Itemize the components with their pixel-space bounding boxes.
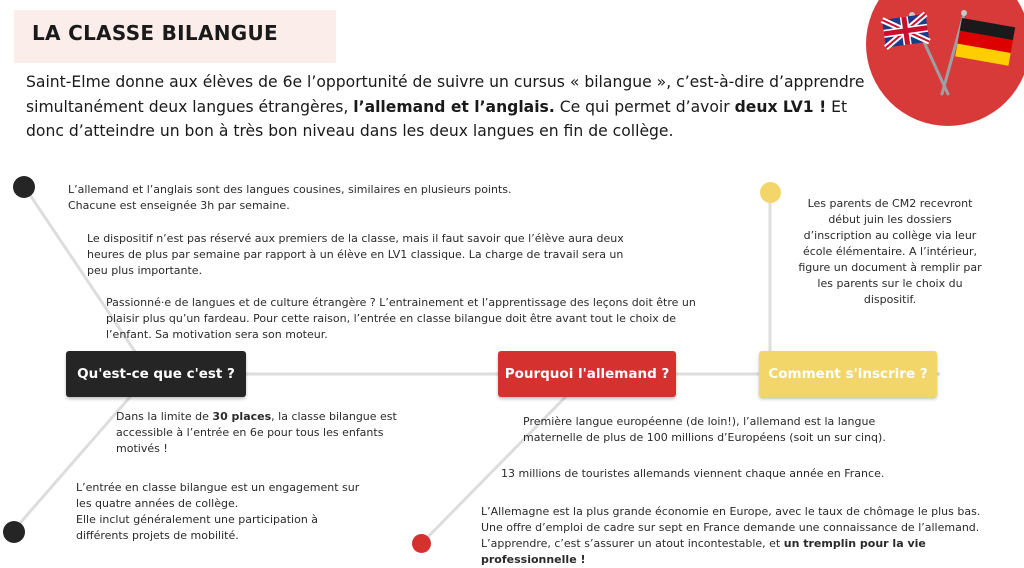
intro-text: Saint-Elme donne aux élèves de 6e l’opportunité de suivre un cursus « bilangue », c’est-à-dire d’apprendre simultanément deux langues étrangères, <box>26 73 865 116</box>
why-paragraph-3: L’Allemagne est la plus grande économie en Europe, avec le taux de chômage le plus bas. Une offre d’emploi de cadre sur sept en France demande une connaissance de l’allemand. L’apprendre, c’est s’assurer un atout incontestable, et un tremplin pour la vie professionnelle ! <box>481 505 981 566</box>
thirty-places-bold: 30 places <box>212 410 272 423</box>
why-paragraph-1: Première langue européenne (de loin!), l’allemand est la langue maternelle de plus de 100 millions d’Européens (soit un sur cinq). <box>523 415 886 444</box>
intro-bold-lv1: deux LV1 ! <box>734 97 827 116</box>
springboard-bold: un tremplin pour la vie professionnelle ! <box>481 537 926 566</box>
what-paragraph-3: Passionné·e de langues et de culture étrangère ? L’entrainement et l’apprentissage des leçons doit être un plaisir plus qu’un fardeau. Pour cette raison, l’entrée en classe bilangue doit être avant tout le choix de l’enfant. Sa motivation sera son moteur. <box>106 296 696 341</box>
intro-text: Ce qui permet d’avoir <box>554 97 735 116</box>
tag-how-to-register: Comment s'inscrire ? <box>759 351 937 397</box>
tag-what-is-it: Qu'est-ce que c'est ? <box>66 351 246 397</box>
what-paragraph-4: Dans la limite de 30 places, la classe bilangue est accessible à l’entrée en 6e pour tous les enfants motivés ! <box>116 410 397 455</box>
intro-paragraph <box>26 70 866 144</box>
timeline-dot-top-yellow <box>760 182 781 203</box>
uk-germany-flags-icon <box>876 6 1024 98</box>
tag-why-german: Pourquoi l'allemand ? <box>498 351 676 397</box>
what-paragraph-1: L’allemand et l’anglais sont des langues cousines, similaires en plusieurs points. Chacune est enseignée 3h par semaine. <box>68 183 512 212</box>
timeline-dot-top-left <box>13 176 35 198</box>
why-paragraph-2: 13 millions de touristes allemands viennent chaque année en France. <box>501 467 885 480</box>
what-paragraph-5: L’entrée en classe bilangue est un engagement sur les quatre années de collège. Elle inclut généralement une participation à différents projets de mobilité. <box>76 481 360 542</box>
intro-bold-languages: l’allemand et l’anglais. <box>353 97 555 116</box>
timeline-dot-bottom-red <box>412 534 431 553</box>
timeline-dot-bottom-left <box>3 521 25 543</box>
intro-text: Et donc d’atteindre un bon à très bon niveau dans les deux langues en fin de collège. <box>26 97 848 140</box>
page-title: LA CLASSE BILANGUE <box>32 21 278 45</box>
how-paragraph: Les parents de CM2 recevront début juin les dossiers d’inscription au collège via leur école élémentaire. A l’intérieur, figure un document à remplir par les parents sur le choix du dispositif. <box>798 197 982 306</box>
what-paragraph-2: Le dispositif n’est pas réservé aux premiers de la classe, mais il faut savoir que l’élève aura deux heures de plus par semaine par rapport à un élève en LV1 classique. La charge de travail sera un peu plus importante. <box>87 232 624 277</box>
